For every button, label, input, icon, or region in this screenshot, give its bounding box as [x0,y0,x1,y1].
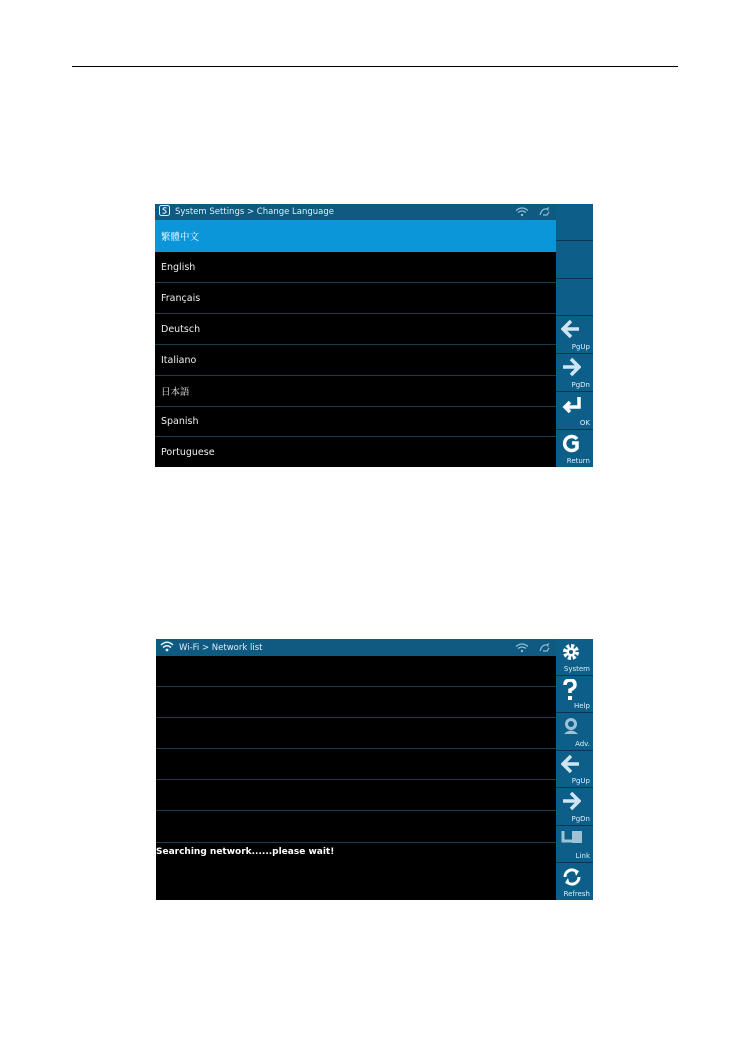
status-message: Searching network......please wait! [156,847,335,857]
breadcrumb: System Settings > Change Language [175,207,334,217]
settings-app-icon [159,205,170,219]
gear-icon [561,642,581,662]
sync-icon [538,643,552,653]
language-label: Spanish [161,416,199,427]
link-label: Link [575,852,590,860]
sidebar-button-empty-2[interactable] [556,241,593,279]
ok-button[interactable] [556,392,593,430]
language-screen [155,204,593,467]
language-label: 繁體中文 [161,231,200,243]
refresh-icon [561,866,583,888]
system-label: System [563,665,590,673]
language-label: 日本語 [161,387,190,398]
wifi-screen [156,639,593,900]
ok-label: OK [579,419,590,427]
link-button[interactable] [556,826,593,863]
language-item-english[interactable] [155,252,556,283]
system-button[interactable] [556,639,593,676]
language-item-zh-tw[interactable] [155,220,556,252]
status-area [515,204,552,220]
pgdn-label: PgDn [571,381,590,389]
page-header-rule [72,66,678,67]
sidebar [556,204,593,467]
language-label: Italiano [161,354,197,366]
sidebar-button-empty-3[interactable] [556,279,593,316]
network-row[interactable] [156,718,556,749]
arrow-right-icon [561,357,581,377]
language-item-italian[interactable] [155,345,556,376]
pgdn-button[interactable] [556,354,593,392]
status-area [515,639,552,656]
arrow-left-icon [561,319,581,339]
sidebar [556,639,593,900]
wifi-icon [515,207,529,217]
adv-label: Adv. [575,740,590,748]
network-row[interactable] [156,749,556,780]
wifi-icon [515,643,529,653]
network-row[interactable] [156,687,556,718]
pgup-label: PgUp [571,343,590,351]
user-icon [561,716,581,736]
network-list [156,656,556,900]
sidebar-button-empty-1[interactable] [556,204,593,241]
refresh-label: Refresh [563,890,590,898]
language-label: Deutsch [161,323,201,335]
language-item-german[interactable] [155,314,556,345]
pgdn-button[interactable] [556,788,593,826]
pgup-label: PgUp [571,777,590,785]
language-item-japanese[interactable] [155,376,556,407]
title-bar [156,639,556,656]
network-row[interactable] [156,656,556,687]
sync-icon [538,207,552,217]
breadcrumb: Wi-Fi > Network list [179,642,263,653]
arrow-left-icon [561,754,581,774]
pgup-button[interactable] [556,751,593,788]
adv-button[interactable] [556,713,593,751]
network-row[interactable] [156,811,556,843]
refresh-button[interactable] [556,863,593,900]
title-bar [155,204,556,220]
language-list [155,220,556,467]
link-icon [561,829,585,849]
language-item-french[interactable] [155,283,556,314]
language-item-portuguese[interactable] [155,437,556,467]
arrow-right-icon [561,791,581,811]
enter-icon [561,395,583,415]
help-label: Help [574,702,590,710]
network-row[interactable] [156,780,556,811]
wifi-app-icon [160,641,174,655]
return-label: Return [566,457,590,465]
pgup-button[interactable] [556,316,593,354]
help-icon [561,679,579,701]
language-label: English [161,261,196,273]
return-icon [561,433,581,453]
help-button[interactable] [556,676,593,713]
return-button[interactable] [556,430,593,467]
language-label: Portuguese [161,446,215,458]
language-item-spanish[interactable] [155,407,556,437]
pgdn-label: PgDn [571,815,590,823]
language-label: Français [161,292,201,304]
